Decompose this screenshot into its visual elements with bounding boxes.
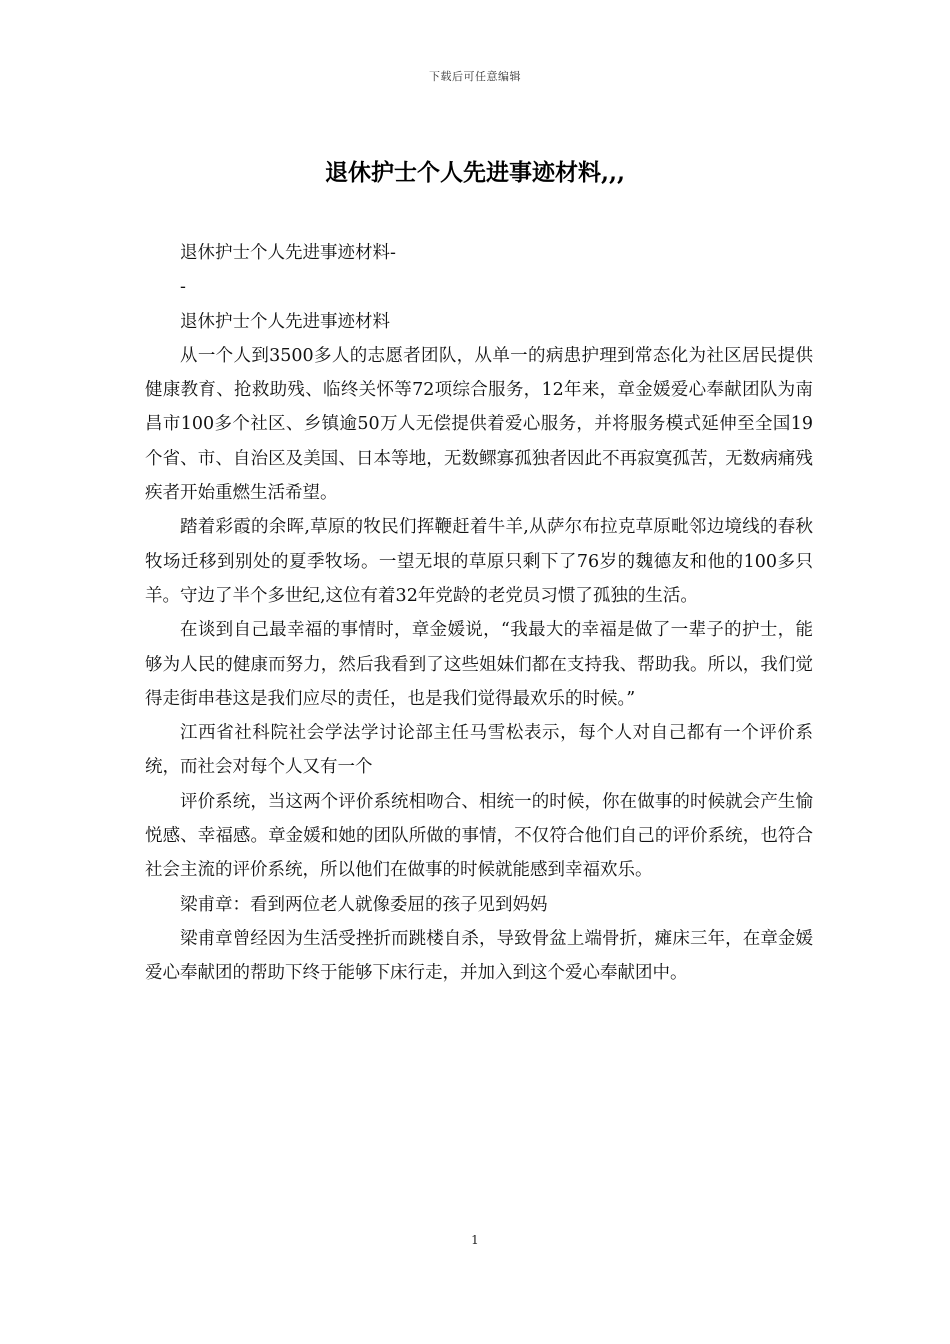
page-number: 1 xyxy=(471,1233,479,1247)
paragraph-happiness-quote: 在谈到自己最幸福的事情时，章金媛说，“我最大的幸福是做了一辈子的护士，能够为人民的健康而努力，然后我看到了这些姐妹们都在支持我、帮助我。所以，我们觉得走街串巷这是我们应尽的责任，也是我们觉得最欢乐的时候。” xyxy=(145,620,813,709)
document-body xyxy=(145,236,813,991)
paragraph-expert-comment: 江西省社科院社会学法学讨论部主任马雪松表示，每个人对自己都有一个评价系统，而社会对每个人又有一个 xyxy=(145,723,813,778)
paragraph-liang-story: 梁甫章曾经因为生活受挫折而跳楼自杀，导致骨盆上端骨折，瘫床三年，在章金媛爱心奉献团的帮助下终于能够下床行走，并加入到这个爱心奉献团中。 xyxy=(145,928,813,984)
paragraph-section-heading: 梁甫章：看到两位老人就像委屈的孩子见到妈妈 xyxy=(180,894,548,915)
paragraph-subtitle: 退休护士个人先进事迹材料- xyxy=(180,243,396,263)
paragraph-grassland: 踏着彩霞的余晖,草原的牧民们挥鞭赶着牛羊,从萨尔布拉克草原毗邻边境线的春秋牧场迁移到别处的夏季牧场。一望无垠的草原只剩下了76岁的魏德友和他的100多只羊。守边了半个多世纪,这位有着32年党龄的老党员习惯了孤独的生活。 xyxy=(145,517,813,606)
document-title: 退休护士个人先进事迹材料,,, xyxy=(324,159,626,186)
paragraph-evaluation-system: 评价系统，当这两个评价系统相吻合、相统一的时候，你在做事的时候就会产生愉悦感、幸福感。章金媛和她的团队所做的事情，不仅符合他们自己的评价系统，也符合社会主流的评价系统，所以他们在做事的时候就能感到幸福欢乐。 xyxy=(145,791,813,881)
paragraph-heading: 退休护士个人先进事迹材料 xyxy=(180,311,390,332)
paragraph-dash: - xyxy=(180,277,186,298)
paragraph-volunteer-team: 从一个人到3500多人的志愿者团队，从单一的病患护理到常态化为社区居民提供健康教育、抢救助残、临终关怀等72项综合服务，12年来，章金媛爱心奉献团队为南昌市100多个社区、乡镇逾50万人无偿提供着爱心服务，并将服务模式延伸至全国19个省、市、自治区及美国、日本等地，无数鳏寡孤独者因此不再寂寞孤苦，无数病痛残疾者开始重燃生活希望。 xyxy=(145,345,813,504)
header-note: 下载后可任意编辑 xyxy=(429,70,521,83)
